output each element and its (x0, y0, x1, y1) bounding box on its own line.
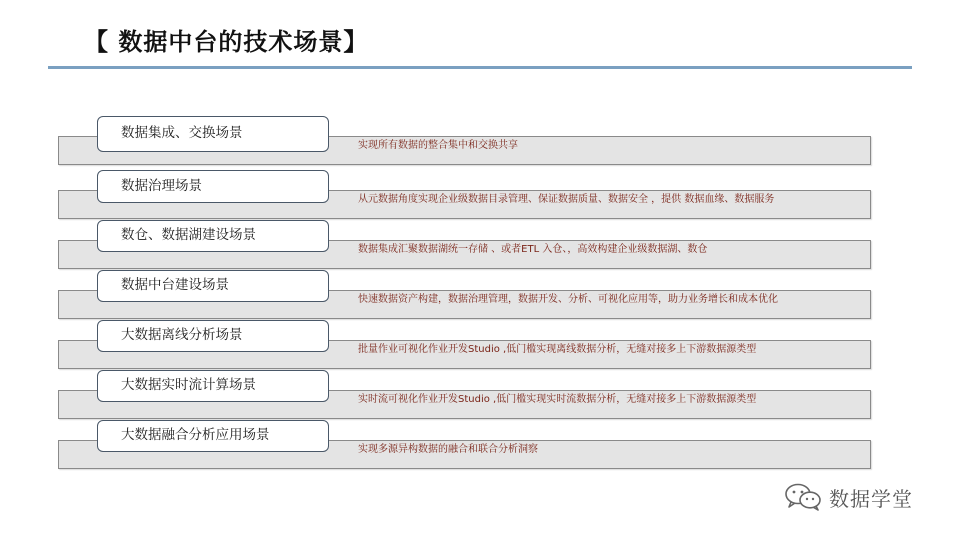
scenario-label: 数据集成、交换场景 (97, 116, 329, 152)
scenario-row (0, 270, 960, 320)
brand-watermark (783, 482, 913, 512)
scenario-description: 实现多源异构数据的融合和联合分析洞察 (358, 444, 538, 455)
scenario-description: 数据集成汇聚数据湖统一存储 、或者ETL 入仓、，高效构建企业级数据湖、数仓 (358, 244, 708, 255)
scenario-row (0, 116, 960, 166)
scenario-label: 大数据离线分析场景 (97, 320, 329, 352)
brand-name: 数据学堂 (829, 486, 913, 511)
page-title: 【 数据中台的技术场景】 (84, 28, 369, 56)
scenario-row (0, 420, 960, 470)
scenario-row (0, 170, 960, 220)
scenario-label: 大数据实时流计算场景 (97, 370, 329, 402)
scenario-description: 批量作业可视化作业开发Studio ,低门槛实现离线数据分析，无缝对接多上下游数据源类型 (358, 344, 757, 355)
scenario-label: 数据治理场景 (97, 170, 329, 203)
scenario-label: 大数据融合分析应用场景 (97, 420, 329, 452)
scenario-row (0, 220, 960, 270)
scenario-label: 数仓、数据湖建设场景 (97, 220, 329, 252)
scenario-description: 实时流可视化作业开发Studio ,低门槛实现实时流数据分析，无缝对接多上下游数据源类型 (358, 394, 757, 405)
scenario-description: 实现所有数据的整合集中和交换共享 (358, 140, 518, 151)
scenario-row (0, 370, 960, 420)
scenario-label: 数据中台建设场景 (97, 270, 329, 302)
wechat-icon (783, 482, 823, 512)
scenario-row (0, 320, 960, 370)
scenario-description: 从元数据角度实现企业级数据目录管理、保证数据质量、数据安全 ，提供 数据血缘、数据服务 (358, 194, 775, 205)
scenario-description: 快速数据资产构建，数据治理管理，数据开发、分析、可视化应用等，助力业务增长和成本优化 (358, 294, 778, 305)
